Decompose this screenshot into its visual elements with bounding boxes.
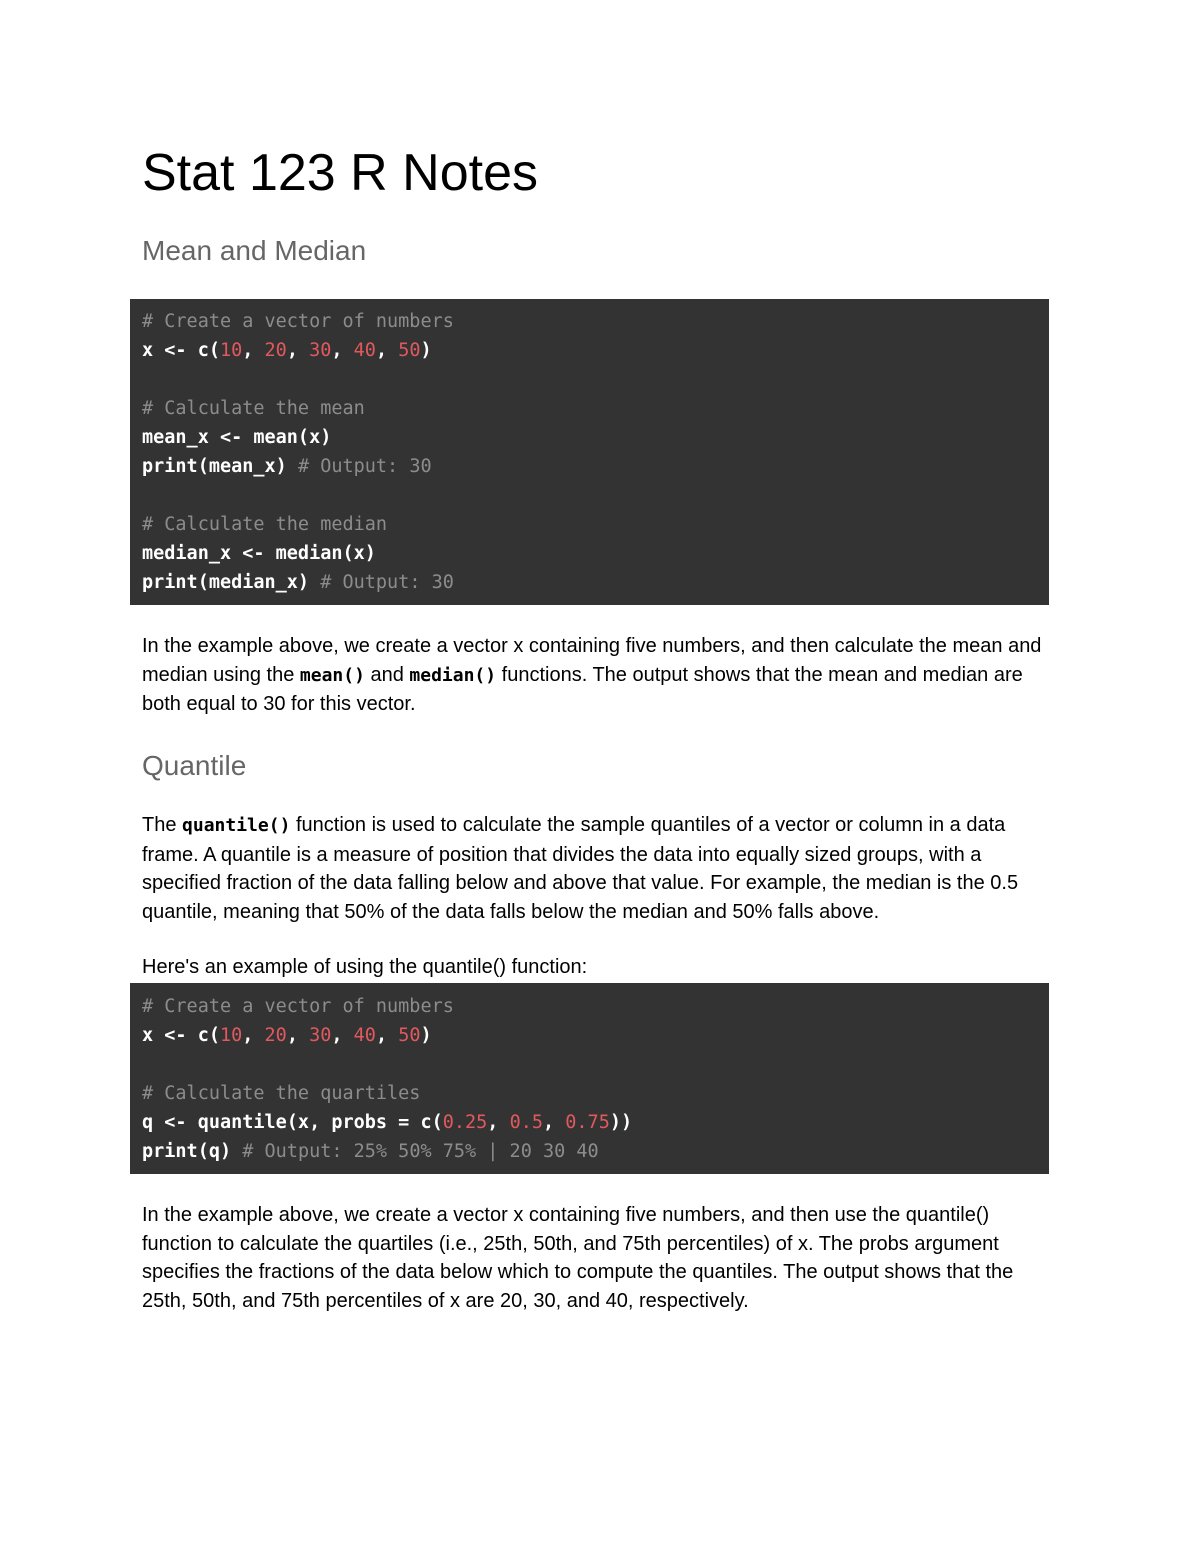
code-line bbox=[142, 1050, 1049, 1079]
inline-code-mean: mean() bbox=[299, 664, 365, 686]
code-text: mean_x <- mean(x) bbox=[142, 427, 332, 448]
code-comment: # Output: 30 bbox=[297, 456, 432, 477]
code-comment: # Output: 25% 50% 75% | 20 30 40 bbox=[242, 1141, 599, 1162]
code-line bbox=[142, 992, 1049, 1021]
code-text: , bbox=[375, 340, 399, 361]
code-text: , bbox=[286, 340, 310, 361]
code-line bbox=[142, 1021, 1049, 1050]
code-line bbox=[142, 365, 1049, 394]
paragraph-text: functions. The output shows that the mean and median are both equal to 30 for this vector. bbox=[142, 663, 1023, 715]
code-text: , bbox=[242, 340, 265, 361]
code-block-quantile bbox=[130, 983, 1049, 1174]
code-comment: # Calculate the quartiles bbox=[142, 1083, 421, 1104]
code-comment: # Calculate the median bbox=[142, 514, 388, 535]
code-number: 50 bbox=[398, 340, 421, 361]
inline-code-median: median() bbox=[409, 664, 497, 686]
code-number: 10 bbox=[219, 340, 243, 361]
code-text: ) bbox=[420, 340, 432, 361]
code-text: print(median_x) bbox=[142, 572, 321, 593]
code-number: 0.25 bbox=[442, 1112, 488, 1133]
code-line bbox=[142, 1137, 1049, 1166]
code-line bbox=[142, 336, 1049, 365]
code-comment: # Create a vector of numbers bbox=[142, 996, 454, 1017]
code-number: 40 bbox=[353, 1025, 376, 1046]
code-text: , bbox=[331, 340, 354, 361]
code-text: median_x <- median(x) bbox=[142, 543, 376, 564]
code-line bbox=[142, 423, 1049, 452]
code-comment: # Calculate the mean bbox=[142, 398, 365, 419]
code-text: , bbox=[543, 1112, 566, 1133]
code-text: , bbox=[487, 1112, 510, 1133]
code-line bbox=[142, 307, 1049, 336]
code-text: ) bbox=[420, 1025, 432, 1046]
code-text: q <- quantile(x, probs = c( bbox=[142, 1112, 443, 1133]
code-number: 20 bbox=[264, 340, 287, 361]
code-number: 30 bbox=[309, 340, 332, 361]
code-line bbox=[142, 1079, 1049, 1108]
code-line bbox=[142, 539, 1049, 568]
code-text: print(mean_x) bbox=[142, 456, 298, 477]
paragraph-text: In the example above, we create a vector x containing five numbers, and then calculate the mean and median using the bbox=[142, 635, 1042, 686]
code-text: x <- c( bbox=[142, 340, 220, 361]
code-text: , bbox=[286, 1025, 310, 1046]
code-line bbox=[142, 394, 1049, 423]
code-text: x <- c( bbox=[142, 1025, 220, 1046]
code-comment: # Output: 30 bbox=[320, 572, 454, 593]
code-number: 50 bbox=[398, 1025, 421, 1046]
inline-code-quantile: quantile() bbox=[182, 815, 291, 836]
code-line bbox=[142, 452, 1049, 481]
code-text: )) bbox=[609, 1112, 633, 1133]
code-number: 20 bbox=[264, 1025, 287, 1046]
code-number: 0.5 bbox=[509, 1112, 543, 1133]
section-heading-mean-median: Mean and Median bbox=[142, 235, 367, 266]
code-number: 40 bbox=[353, 340, 376, 361]
code-text: print(q) bbox=[142, 1141, 243, 1162]
code-text: , bbox=[375, 1025, 399, 1046]
code-line bbox=[142, 568, 1049, 597]
code-line bbox=[142, 1108, 1049, 1137]
paragraph-quantile-intro bbox=[142, 811, 1062, 926]
code-number: 0.75 bbox=[565, 1112, 610, 1133]
code-comment: # Create a vector of numbers bbox=[142, 311, 454, 332]
code-number: 10 bbox=[219, 1025, 243, 1046]
code-number: 30 bbox=[309, 1025, 332, 1046]
section-heading-quantile: Quantile bbox=[142, 750, 247, 781]
code-text: , bbox=[331, 1025, 354, 1046]
code-block-mean-median bbox=[130, 299, 1049, 605]
code-line bbox=[142, 481, 1049, 510]
page-title: Stat 123 R Notes bbox=[142, 144, 538, 202]
paragraph-text: function is used to calculate the sample quantiles of a vector or column in a data frame. A quantile is a measure of position that divides the data into equally sized groups, with a specified fraction of the data falling below and above that value. For example, the median is the 0.5 quantile, meaning that 50% of the data falls below the median and 50% falls above. bbox=[142, 814, 1019, 923]
paragraph-text: The bbox=[142, 814, 183, 836]
paragraph-text: and bbox=[364, 663, 410, 686]
paragraph-quantile-lead-in: Here's an example of using the quantile() function: bbox=[142, 956, 588, 978]
paragraph-quantile-explanation: In the example above, we create a vector x containing five numbers, and then use the quantile() function to calculate the quartiles (i.e., 25th, 50th, and 75th percentiles) of x. The probs argument specifies the fractions of the data below which to compute the quantiles. The output shows that the 25th, 50th, and 75th percentiles of x are 20, 30, and 40, respectively. bbox=[142, 1204, 1014, 1312]
paragraph-mean-median-explanation bbox=[142, 632, 1062, 719]
code-line bbox=[142, 510, 1049, 539]
code-text: , bbox=[242, 1025, 265, 1046]
